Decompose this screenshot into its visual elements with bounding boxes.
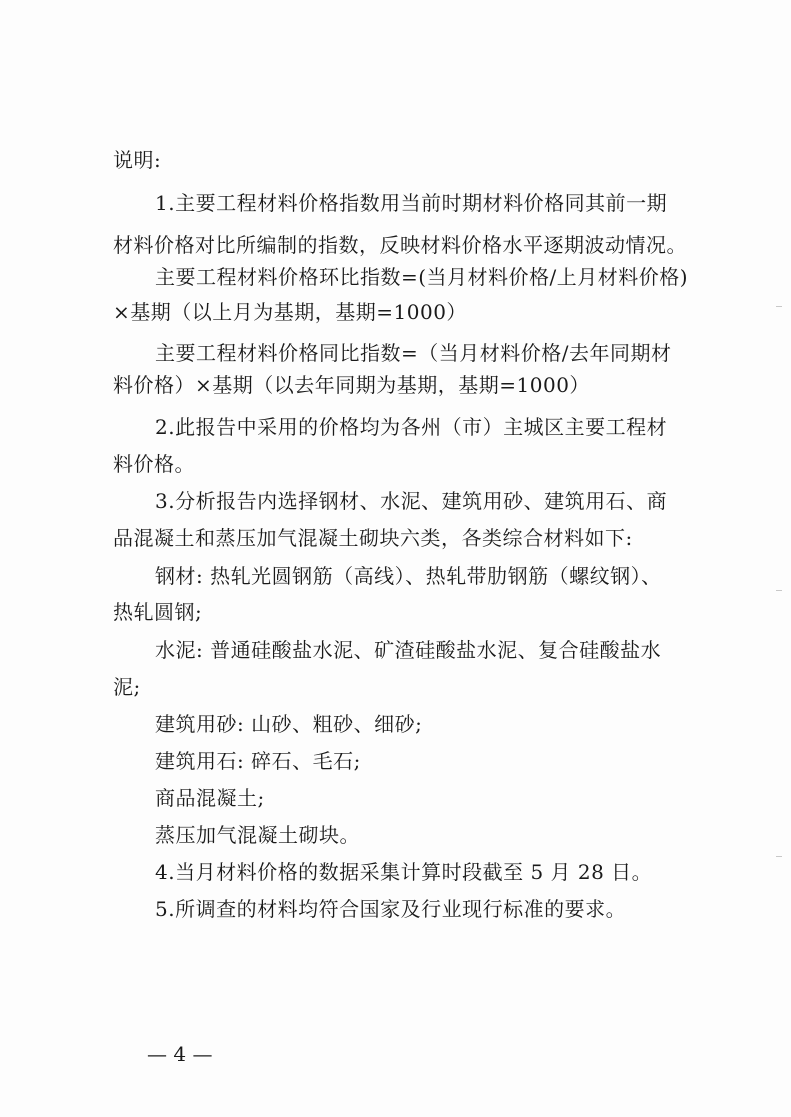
scan-mark (776, 590, 782, 591)
paragraph-line: 主要工程材料价格环比指数=(当月材料价格/上月材料价格) (155, 265, 689, 289)
paragraph-line: 蒸压加气混凝土砌块。 (155, 823, 360, 847)
paragraph-line: 热轧圆钢; (113, 600, 203, 624)
paragraph-line: 3.分析报告内选择钢材、水泥、建筑用砂、建筑用石、商 (155, 489, 668, 513)
paragraph-line: 2.此报告中采用的价格均为各州（市）主城区主要工程材 (155, 415, 668, 439)
page-number: — 4 — (147, 1042, 213, 1066)
paragraph-line: 泥; (113, 675, 141, 699)
paragraph-line: 4.当月材料价格的数据采集计算时段截至 5 月 28 日。 (155, 860, 653, 884)
paragraph-line: 料价格）×基期（以去年同期为基期，基期=1000） (113, 373, 590, 397)
paragraph-line: 5.所调查的材料均符合国家及行业现行标准的要求。 (155, 897, 627, 921)
scan-mark (776, 856, 782, 857)
notes-heading: 说明: (113, 148, 162, 172)
paragraph-line: 钢材: 热轧光圆钢筋（高线）、热轧带肋钢筋（螺纹钢）、 (155, 564, 662, 588)
paragraph-line: 主要工程材料价格同比指数=（当月材料价格/去年同期材 (155, 341, 672, 365)
paragraph-line: 水泥: 普通硅酸盐水泥、矿渣硅酸盐水泥、复合硅酸盐水 (155, 638, 662, 662)
paragraph-line: 商品混凝土; (155, 786, 265, 810)
paragraph-line: 建筑用石: 碎石、毛石; (155, 749, 361, 773)
paragraph-line: ×基期（以上月为基期，基期=1000） (113, 300, 467, 324)
paragraph-line: 1.主要工程材料价格指数用当前时期材料价格同其前一期 (155, 191, 668, 215)
paragraph-line: 建筑用砂: 山砂、粗砂、细砂; (155, 712, 423, 736)
scan-mark (776, 306, 782, 307)
paragraph-line: 材料价格对比所编制的指数，反映材料价格水平逐期波动情况。 (113, 233, 687, 257)
paragraph-line: 料价格。 (113, 452, 195, 476)
paragraph-line: 品混凝土和蒸压加气混凝土砌块六类，各类综合材料如下: (113, 526, 633, 550)
